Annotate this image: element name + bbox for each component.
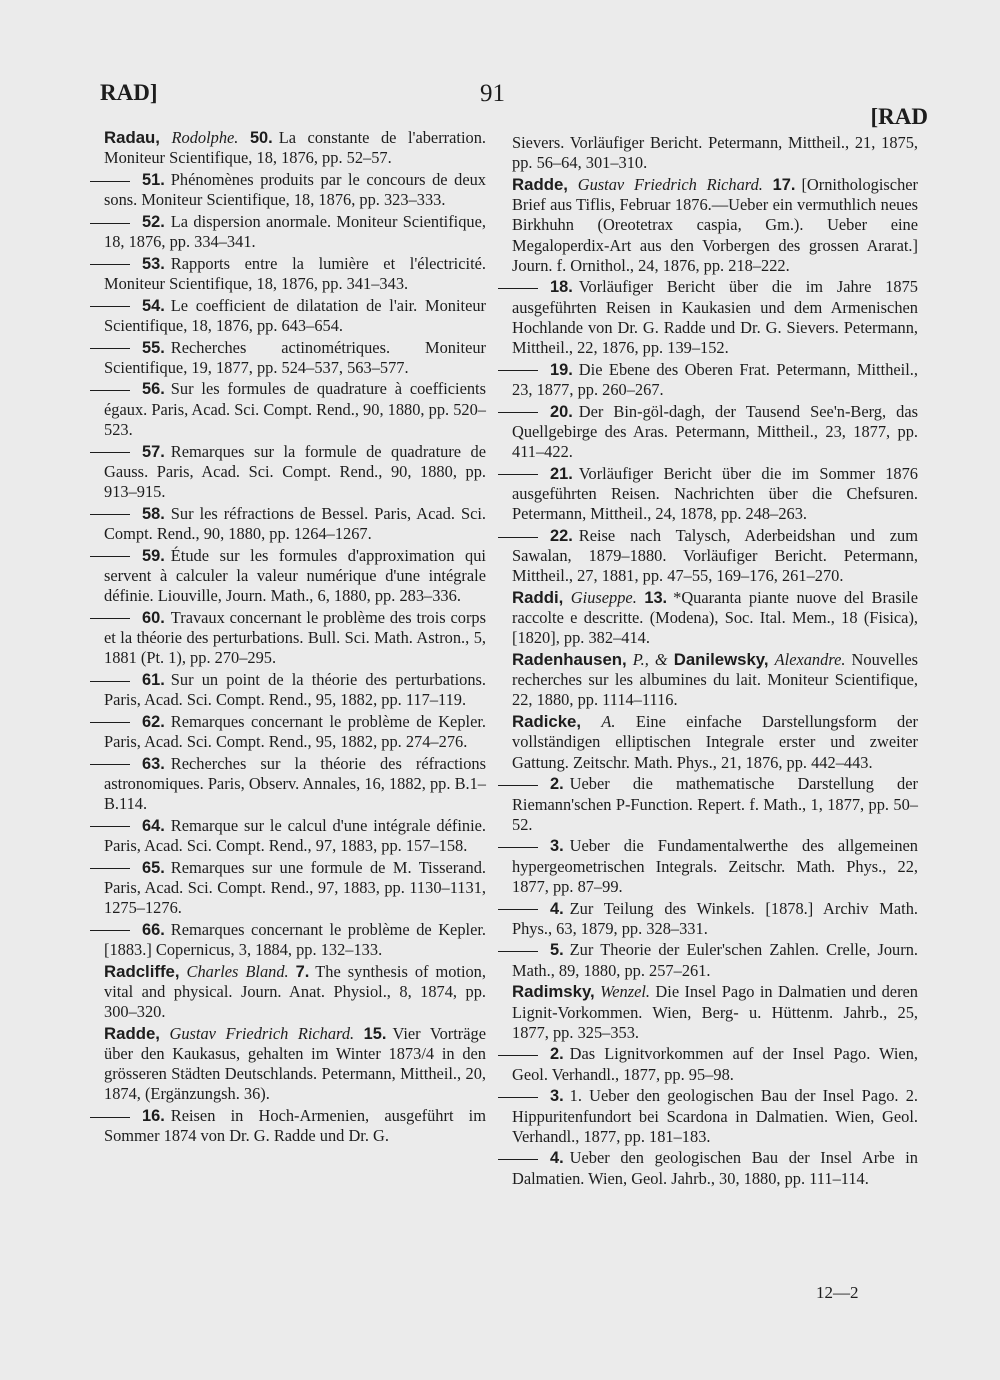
sub-entry: [512, 464, 918, 525]
author-given-name: Rodolphe.: [171, 128, 239, 147]
entry-text: Ueber die Fundamentalwerthe des allgemeinen hypergeometrischen Integrals. Zeitschr. Math. Phys., 22, 1877, pp. 87–99.: [512, 836, 918, 896]
sub-entry: [104, 379, 486, 440]
entry-text: Remarques sur la formule de quadrature de Gauss. Paris, Acad. Sci. Compt. Rend., 90, 1880, pp. 913–915.: [104, 441, 486, 501]
entry-number: 2.: [550, 775, 564, 794]
entry-number: 22.: [550, 526, 573, 545]
entry-text: Remarques concernant le problème de Kepler. Paris, Acad. Sci. Compt. Rend., 95, 1882, pp. 274–276.: [104, 711, 486, 751]
coauthor-given-name: Alexandre.: [774, 650, 846, 670]
sub-entry: [104, 858, 486, 919]
sub-entry: [104, 920, 486, 960]
entry-number: 5.: [550, 941, 564, 960]
sub-entry: [512, 836, 918, 897]
entry-text: Sur les réfractions de Bessel. Paris, Acad. Sci. Compt. Rend., 90, 1880, pp. 1264–1267.: [104, 503, 486, 543]
entry-text: La constante de l'aberration. Moniteur Scientifique, 18, 1876, pp. 52–57.: [104, 128, 486, 168]
entry-number: 59.: [142, 546, 165, 565]
sub-entry: [104, 296, 486, 336]
entry-text: Der Bin-göl-dagh, der Tausend See'n-Berg, das Quellgebirge des Aras. Petermann, Mittheil., 23, 1877, pp. 411–422.: [512, 401, 918, 462]
author-name: Radcliffe,: [104, 961, 180, 981]
entry-number: 7.: [295, 962, 310, 981]
author-given-name: Charles Bland.: [186, 961, 289, 981]
author-entry: [512, 588, 918, 649]
ditto-dash: [498, 412, 538, 413]
author-given-name: A.: [601, 712, 616, 732]
ditto-dash: [90, 306, 130, 307]
ditto-dash: [90, 722, 130, 723]
author-entry: [512, 712, 918, 773]
ditto-dash: [90, 1117, 130, 1118]
author-given-name: Giuseppe.: [570, 587, 637, 607]
sub-entry: [104, 754, 486, 815]
author-entry: [512, 175, 918, 276]
entry-text: Remarques sur une formule de M. Tisserand. Paris, Acad. Sci. Compt. Rend., 97, 1883, pp. 1130–1131, 1275–1276.: [104, 857, 486, 918]
entry-text: Eine einfache Darstellungsform der vollständigen elliptischen Integrale erster und zweiter Gattung. Zeitschr. Math. Phys., 21, 1876, pp. 442–443.: [512, 712, 918, 772]
entry-text: Reisen in Hoch-Armenien, ausgeführt im Sommer 1874 von Dr. G. Radde und Dr. G.: [104, 1106, 486, 1146]
author-given-name: Wenzel.: [600, 982, 651, 1002]
author-name: Radimsky,: [512, 982, 595, 1002]
sub-entry: [104, 670, 486, 710]
author-name: Radde,: [104, 1023, 160, 1043]
entry-text: Sur un point de la théorie des perturbations. Paris, Acad. Sci. Compt. Rend., 95, 1882, pp. 117–119.: [104, 669, 486, 709]
entry-number: 21.: [550, 464, 573, 483]
entry-text: [Ornithologischer Brief aus Tiflis, Februar 1876.—Ueber ein vermuthlich neues Birkhuhn (Oreotetrax caspia, Gm.). Ueber eine Megaloperdix-Art aus den Vorbergen des grossen Ararat.] Journ. f. Ornithol., 24, 1876, pp. 218–222.: [512, 174, 918, 275]
entry-number: 52.: [142, 212, 165, 231]
entry-text: Vier Vorträge über den Kaukasus, gehalten im Winter 1873/4 in den grösseren Städten Deutschlands. Petermann, Mittheil., 20, 1874, (Ergänzungsh. 36).: [104, 1023, 486, 1104]
ditto-dash: [90, 452, 130, 453]
sub-entry: [104, 254, 486, 294]
entry-text: Reise nach Talysch, Aderbeidshan und zum Sawalan, 1879–1880. Vorläufiger Bericht. Petermann, Mittheil., 27, 1881, pp. 47–55, 169–176, 261–270.: [512, 525, 918, 586]
entry-number: 66.: [142, 920, 165, 939]
sub-entry: [104, 504, 486, 544]
author-given-name: Gustav Friedrich Richard.: [577, 174, 763, 194]
entry-number: 13.: [644, 588, 668, 607]
ditto-dash: [498, 847, 538, 848]
entry-number: 62.: [142, 712, 165, 731]
entry-text: *Quaranta piante nuove del Brasile raccolte e descritte. (Modena), Soc. Ital. Mem., 18 (Fisica), [1820], pp. 382–414.: [512, 587, 918, 648]
entry-number: 57.: [142, 442, 165, 461]
running-head-left: RAD]: [100, 80, 158, 105]
entry-text: The synthesis of motion, vital and physical. Journ. Anat. Physiol., 8, 1874, pp. 300–320.: [104, 961, 486, 1022]
author-entry: [512, 650, 918, 711]
entry-number: 63.: [142, 754, 165, 773]
author-given-name: Gustav Friedrich Richard.: [169, 1023, 355, 1043]
author-name: Radenhausen,: [512, 650, 627, 670]
entry-number: 65.: [142, 858, 165, 877]
sub-entry: [104, 816, 486, 856]
entry-text: 1. Ueber den geologischen Bau der Insel Pago. 2. Hippuritenfundort bei Scardona in Dalmatien. Wien, Geol. Verhandl., 1877, pp. 181–183.: [512, 1086, 918, 1146]
ditto-dash: [90, 223, 130, 224]
sub-entry: [512, 402, 918, 463]
entry-text: Phénomènes produits par le concours de deux sons. Moniteur Scientifique, 18, 1876, pp. 323–333.: [104, 169, 486, 210]
running-head-right: [RAD: [870, 104, 928, 129]
author-name: Radde,: [512, 174, 568, 194]
sub-entry: [512, 1044, 918, 1084]
sub-entry: [104, 1106, 486, 1146]
entry-number: 56.: [142, 380, 165, 399]
ditto-dash: [90, 264, 130, 265]
left-column: [104, 128, 486, 1148]
entry-text: Étude sur les formules d'approximation qui servent à calculer la valeur numérique d'une intégrale définie. Liouville, Journ. Math., 6, 1880, pp. 283–336.: [104, 545, 486, 605]
author-name: Radau,: [104, 128, 160, 147]
entry-text: Recherches actinométriques. Moniteur Scientifique, 19, 1877, pp. 524–537, 563–577.: [104, 337, 486, 377]
entry-text: Ueber die mathematische Darstellung der Riemann'schen P-Function. Repert. f. Math., 1, 1877, pp. 50–52.: [512, 774, 918, 834]
sub-entry: [512, 940, 918, 980]
entry-text: Die Insel Pago in Dalmatien und deren Lignit-Vorkommen. Wien, Berg- u. Hüttenm. Jahrb., 25, 1877, pp. 325–353.: [512, 982, 918, 1042]
sub-entry: [104, 170, 486, 210]
sub-entry: [104, 442, 486, 503]
entry-number: 60.: [142, 608, 165, 627]
author-entry: [104, 962, 486, 1023]
ditto-dash: [498, 1055, 538, 1056]
sub-entry: [512, 360, 918, 400]
sub-entry: [104, 608, 486, 669]
entry-text: La dispersion anormale. Moniteur Scientifique, 18, 1876, pp. 334–341.: [104, 211, 486, 252]
ditto-dash: [498, 288, 538, 289]
sub-entry: [104, 546, 486, 607]
entry-text: Rapports entre la lumière et l'électricité. Moniteur Scientifique, 18, 1876, pp. 341–343.: [104, 253, 486, 293]
ditto-dash: [90, 618, 130, 619]
sub-entry: [104, 338, 486, 378]
sub-entry: [512, 899, 918, 939]
entry-number: 51.: [142, 170, 165, 189]
entry-number: 3.: [550, 1087, 564, 1106]
coauthor-name: Danilewsky,: [673, 650, 769, 670]
ditto-dash: [498, 1097, 538, 1098]
entry-text: Sievers. Vorläufiger Bericht. Petermann, Mittheil., 21, 1875, pp. 56–64, 301–310.: [512, 133, 918, 173]
sub-entry: [512, 526, 918, 587]
author-entry: [512, 982, 918, 1043]
entry-number: 4.: [550, 899, 564, 918]
page-number: 91: [480, 80, 505, 107]
author-entry: [104, 1024, 486, 1105]
entry-number: 64.: [142, 816, 165, 835]
author-given-name: P., &: [632, 650, 674, 670]
entry-text: Ueber den geologischen Bau der Insel Arbe in Dalmatien. Wien, Geol. Jahrb., 30, 1880, pp. 111–114.: [512, 1148, 918, 1188]
ditto-dash: [498, 370, 538, 371]
entry-text: Das Lignitvorkommen auf der Insel Pago. Wien, Geol. Verhandl., 1877, pp. 95–98.: [512, 1044, 918, 1084]
sub-entry: [104, 712, 486, 752]
author-name: Radicke,: [512, 712, 582, 732]
entry-number: 18.: [550, 278, 573, 297]
entry-number: 3.: [550, 837, 564, 856]
entry-text: Zur Teilung des Winkels. [1878.] Archiv Math. Phys., 63, 1879, pp. 328–331.: [512, 898, 918, 938]
entry-number: 17.: [772, 175, 796, 194]
ditto-dash: [90, 764, 130, 765]
ditto-dash: [90, 181, 130, 182]
ditto-dash: [90, 826, 130, 827]
ditto-dash: [90, 930, 130, 931]
entry-number: 54.: [142, 296, 165, 315]
author-name: Raddi,: [512, 587, 564, 607]
ditto-dash: [90, 390, 130, 391]
entry-number: 55.: [142, 338, 165, 357]
right-column: [512, 133, 918, 1190]
entry-number: 2.: [550, 1045, 564, 1064]
ditto-dash: [498, 474, 538, 475]
sub-entry: [512, 1086, 918, 1147]
entry-number: 61.: [142, 670, 165, 689]
signature-mark: 12—2: [816, 1283, 859, 1302]
entry-text: Nouvelles recherches sur les albumines du lait. Moniteur Scientifique, 22, 1880, pp. 1114–1116.: [512, 650, 919, 710]
entry-number: 50.: [249, 129, 273, 147]
ditto-dash: [498, 537, 538, 538]
entry-number: 58.: [142, 504, 165, 523]
entry-text: Vorläufiger Bericht über die im Sommer 1876 ausgeführten Reisen. Nachrichten über die Chefsuren. Petermann, Mittheil., 24, 1878, pp. 248–263.: [512, 463, 918, 524]
ditto-dash: [498, 909, 538, 910]
entry-text: Vorläufiger Bericht über die im Jahre 1875 ausgeführten Reisen in Kaukasien und dem Armenischen Hochlande von Dr. G. Radde und Dr. G. Sievers. Petermann, Mittheil., 22, 1876, pp. 139–152.: [512, 277, 918, 358]
entry-text: Zur Theorie der Euler'schen Zahlen. Crelle, Journ. Math., 89, 1880, pp. 257–261.: [512, 940, 918, 980]
ditto-dash: [498, 1159, 538, 1160]
ditto-dash: [498, 785, 538, 786]
entry-number: 16.: [142, 1107, 165, 1126]
entry-number: 15.: [363, 1024, 387, 1043]
sub-entry: [512, 774, 918, 835]
ditto-dash: [90, 681, 130, 682]
entry-text: Recherches sur la théorie des réfractions astronomiques. Paris, Observ. Annales, 16, 1882, pp. B.1–B.114.: [104, 753, 486, 813]
ditto-dash: [90, 348, 130, 349]
sub-entry: [512, 1148, 918, 1188]
entry-text: Remarque sur le calcul d'une intégrale définie. Paris, Acad. Sci. Compt. Rend., 97, 1883, pp. 157–158.: [104, 815, 486, 855]
entry-number: 20.: [550, 402, 573, 421]
entry-number: 4.: [550, 1149, 564, 1168]
ditto-dash: [90, 868, 130, 869]
ditto-dash: [498, 951, 538, 952]
entry-text: Remarques concernant le problème de Kepler. [1883.] Copernicus, 3, 1884, pp. 132–133.: [104, 919, 486, 959]
sub-entry: [512, 277, 918, 358]
author-entry: [104, 128, 486, 168]
ditto-dash: [90, 514, 130, 515]
entry-text: Die Ebene des Oberen Frat. Petermann, Mittheil., 23, 1877, pp. 260–267.: [512, 359, 918, 399]
entry-text: Le coefficient de dilatation de l'air. Moniteur Scientifique, 18, 1876, pp. 643–654.: [104, 295, 486, 335]
ditto-dash: [90, 556, 130, 557]
entry-text: Travaux concernant le problème des trois corps et la théorie des perturbations. Bull. Sci. Math. Astron., 5, 1881 (Pt. 1), pp. 270–295.: [104, 607, 486, 668]
continued-entry: [512, 133, 918, 173]
sub-entry: [104, 212, 486, 252]
entry-text: Sur les formules de quadrature à coefficients égaux. Paris, Acad. Sci. Compt. Rend., 90, 1880, pp. 520–523.: [104, 379, 486, 439]
entry-number: 19.: [550, 360, 573, 379]
entry-number: 53.: [142, 254, 165, 273]
